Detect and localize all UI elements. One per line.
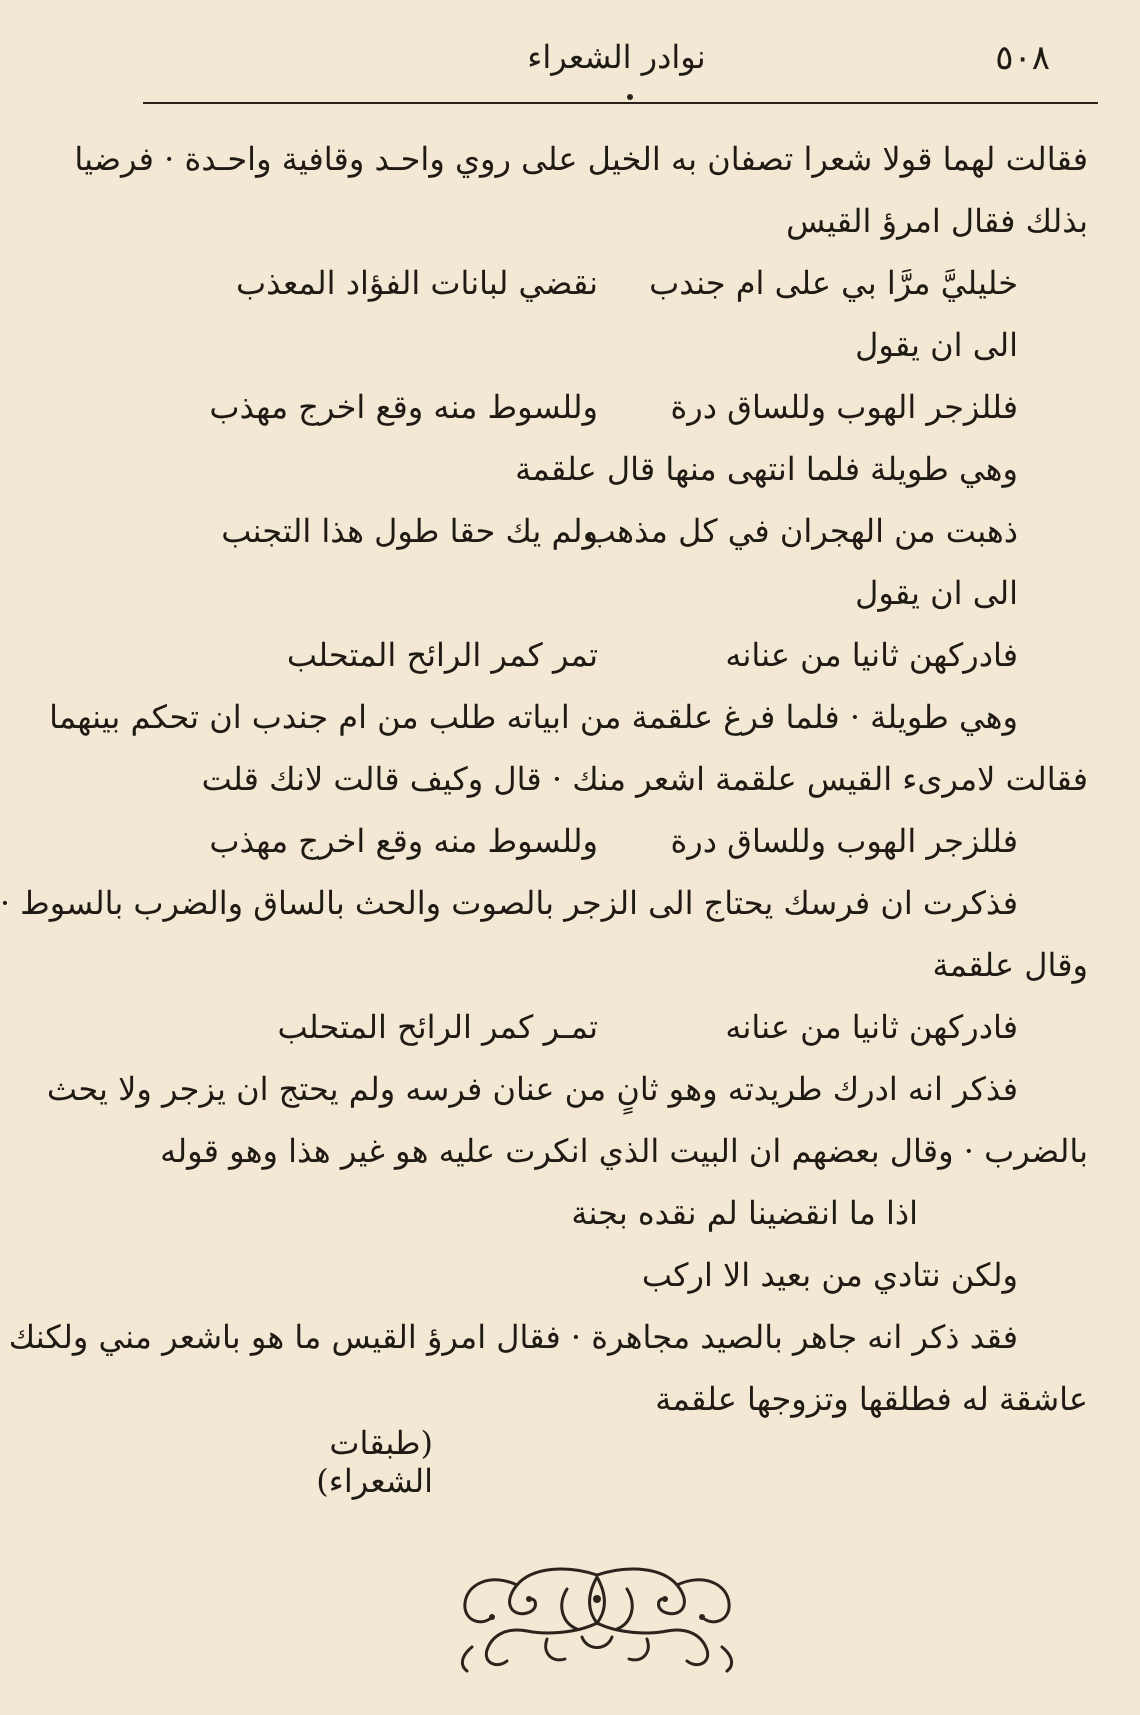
hemistich: فللزجر الهوب وللساق درة — [670, 388, 1018, 426]
hemistich: وللسوط منه وقع اخرج مهذب — [209, 822, 598, 860]
prose-line: فقد ذكر انه جاهر بالصيد مجاهرة · فقال امرؤ القيس ما هو باشعر مني ولكنك — [8, 1318, 1018, 1356]
hemistich: تمر كمر الرائح المتحلب — [286, 636, 598, 674]
prose-line: فقالت لامرىء القيس علقمة اشعر منك · قال وكيف قالت لانك قلت — [201, 760, 1088, 798]
prose-line: عاشقة له فطلقها وتزوجها علقمة — [655, 1380, 1088, 1418]
prose-line: وهي طويلة · فلما فرغ علقمة من ابياته طلب من ام جندب ان تحكم بينهما — [49, 698, 1018, 736]
page-number: ٥٠٨ — [995, 38, 1050, 78]
prose-line: اذا ما انقضينا لم نقده بجنة — [571, 1194, 918, 1232]
hemistich: نقضي لبانات الفؤاد المعذب — [236, 264, 598, 302]
header-rule — [143, 102, 1098, 104]
prose-line: الى ان يقول — [855, 574, 1018, 612]
prose-line: بذلك فقال امرؤ القيس — [786, 202, 1088, 240]
prose-line: فذكر انه ادرك طريدته وهو ثانٍ من عنان فرسه ولم يحتج ان يزجر ولا يحث — [46, 1070, 1018, 1108]
prose-line: فقالت لهما قولا شعرا تصفان به الخيل على روي واحـد وقافية واحـدة · فرضيا — [74, 140, 1088, 178]
rule-dot — [627, 94, 633, 100]
verse-line — [143, 376, 1088, 438]
verse-line — [143, 996, 1088, 1058]
floral-ornament-icon — [437, 1555, 757, 1675]
running-title: نوادر الشعراء — [527, 38, 706, 76]
hemistich: تمـر كمر الرائح المتحلب — [277, 1008, 598, 1046]
verse-line — [143, 500, 1088, 562]
hemistich: فادركهن ثانيا من عنانه — [725, 636, 1018, 674]
prose-line: وهي طويلة فلما انتهى منها قال علقمة — [515, 450, 1018, 488]
prose-line: الى ان يقول — [855, 326, 1018, 364]
hemistich: فللزجر الهوب وللساق درة — [670, 822, 1018, 860]
hemistich: وللسوط منه وقع اخرج مهذب — [209, 388, 598, 426]
verse-line — [143, 810, 1088, 872]
verse-line — [143, 252, 1088, 314]
hemistich: ذهبت من الهجران في كل مذهب — [585, 512, 1018, 550]
hemistich: ولم يك حقا طول هذا التجنب — [221, 512, 598, 550]
prose-line: بالضرب · وقال بعضهم ان البيت الذي انكرت عليه هو غير هذا وهو قوله — [160, 1132, 1088, 1170]
prose-line: فذكرت ان فرسك يحتاج الى الزجر بالصوت والحث بالساق والضرب بالسوط · — [0, 884, 1018, 922]
prose-line: وقال علقمة — [932, 946, 1088, 984]
prose-line: ولكن نتادي من بعيد الا اركب — [641, 1256, 1018, 1294]
hemistich: خليليَّ مرَّا بي على ام جندب — [649, 264, 1018, 302]
source-citation: (طبقات الشعراء) — [316, 1424, 433, 1500]
page-header — [141, 34, 1092, 90]
hemistich: فادركهن ثانيا من عنانه — [725, 1008, 1018, 1046]
ornament-svg — [437, 1555, 757, 1675]
body-text — [0, 128, 1088, 1430]
verse-line — [143, 624, 1088, 686]
